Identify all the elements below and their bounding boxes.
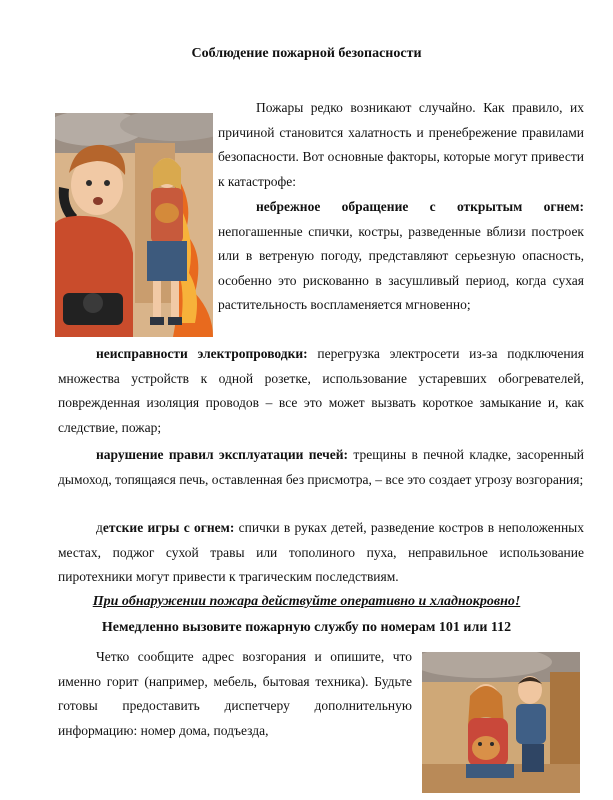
illustration-phone-call-fire: [55, 113, 213, 337]
factor-term: неисправности электропроводки:: [96, 346, 308, 361]
factor-term: нарушение правил эксплуатации печей:: [96, 447, 349, 462]
intro-paragraph: Пожары редко возникают случайно. Как правило, их причиной становится халатность и пренебрежение правилами безопасности. Вот основные факторы, которые могут привести к катастрофе:: [218, 100, 584, 189]
callout-act-calmly: При обнаружении пожара действуйте оперативно и хладнокровно!: [92, 594, 521, 609]
factor-electrical: [58, 342, 584, 440]
factor-text: трещины в печной кладке, засоренный дымоход, топящаяся печь, оставленная без присмотра, – все это создает угрозу возгорания;: [58, 447, 585, 487]
factor-term: етские игры с огнем:: [102, 520, 235, 535]
factor-term-prefix: д: [96, 520, 103, 535]
factor-term: небрежное обращение с открытым огнем:: [256, 199, 584, 214]
factor-open-fire: [218, 195, 584, 318]
factor-children-fire: [58, 516, 584, 590]
illustration-children-with-cat: [422, 652, 580, 793]
factor-text: непогашенные спички, костры, разведенные вблизи построек или в ветреную погоду, представляют серьезную опасность, особенно это рискованно в засушливый период, когда сухая растительность воспламеняется мгновенно;: [218, 223, 584, 313]
factor-text: перегрузка электросети из-за подключения множества устройств к одной розетке, использование устаревших обогревателей, поврежденная изоляция проводов – все это может вызвать короткое замыкание и, как следствие, пожар;: [58, 346, 584, 435]
factor-text: спички в руках детей, разведение костров в неположенных местах, поджог сухой травы или тополиного пуха, неправильное использование пиротехники могут привести к трагическим последствиям.: [58, 520, 585, 585]
emergency-numbers: Немедленно вызовите пожарную службу по номерам 101 или 112: [101, 620, 512, 635]
instructions-paragraph: Четко сообщите адрес возгорания и опишите, что именно горит (например, мебель, бытовая техника). Будьте готовы предоставить диспетчеру дополнительную информацию: номер дома, подъезда,: [58, 649, 412, 738]
factor-stoves: [58, 443, 584, 492]
illustration-children-with-cat-svg: [422, 652, 580, 793]
page-title: Соблюдение пожарной безопасности: [191, 46, 422, 61]
illustration-phone-call-fire-svg: [55, 113, 213, 337]
